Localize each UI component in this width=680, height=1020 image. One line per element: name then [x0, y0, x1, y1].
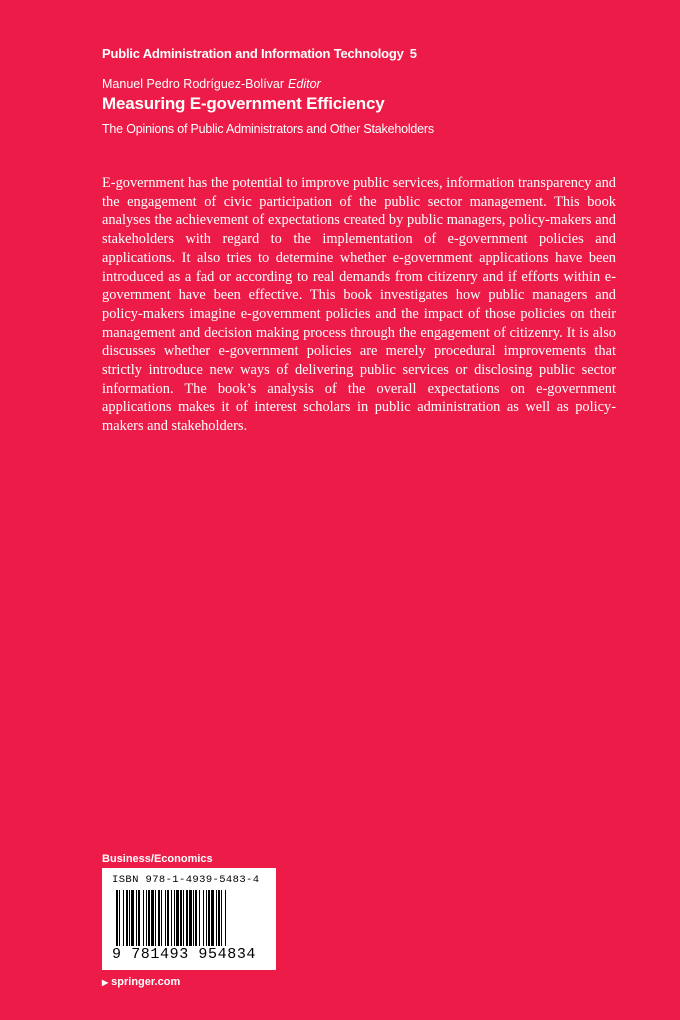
- barcode-bar: [180, 890, 182, 954]
- barcode-bar: [225, 890, 226, 954]
- barcode-bar: [126, 890, 128, 954]
- barcode-bar: [183, 890, 184, 954]
- book-description: E-government has the potential to improve public services, information transparency and the engagement of civic participation of the public sector management. This book analyses the achievement of expectations created by public managers, policy-makers and stakeholders with regard to the implementation of e-government policies and applications. It also tries to determine whether e-government applications have been introduced as a fad or according to real demands from citizenry and if efforts within e-government have been effective. This book investigates how public managers and policy-makers imagine e-government policies and the impact of those policies on their management and decision making process through the engagement of citizenry. It is also discusses whether e-government policies are merely procedural improvements that strictly introduce new ways of delivering public services or disclosing public sector information. The book’s analysis of the overall expectations on e-government applications makes it of interest scholars in public administration as well as policy-makers and stakeholders.: [102, 175, 616, 435]
- isbn-text: ISBN 978-1-4939-5483-4: [112, 874, 260, 886]
- barcode-bar: [171, 890, 172, 954]
- barcode-bar: [195, 890, 197, 954]
- barcode-bar: [116, 890, 118, 954]
- editor-role: Editor: [288, 77, 321, 91]
- barcode-bar: [158, 890, 160, 954]
- barcode-bar: [119, 890, 120, 954]
- barcode-bar: [161, 890, 162, 954]
- barcode-bar: [199, 890, 200, 954]
- barcode-bar: [174, 890, 175, 954]
- barcode-bar: [193, 890, 194, 954]
- book-subtitle: The Opinions of Public Administrators and Other Stakeholders: [102, 122, 434, 136]
- barcode-digits: 9 781493 954834: [112, 946, 257, 963]
- barcode-bar: [146, 890, 147, 954]
- editor-name: Manuel Pedro Rodríguez-Bolívar: [102, 77, 285, 91]
- barcode-bar: [221, 890, 222, 954]
- website-text: springer.com: [111, 976, 181, 988]
- barcode-bar: [143, 890, 144, 954]
- barcode-bar: [176, 890, 179, 954]
- barcode-bar: [218, 890, 220, 954]
- barcode-icon: [116, 890, 262, 954]
- barcode-bar: [216, 890, 217, 954]
- category-label: Business/Economics: [102, 853, 213, 865]
- barcode-bar: [206, 890, 207, 954]
- website-link[interactable]: [102, 976, 180, 988]
- book-title: Measuring E-government Efficiency: [102, 94, 385, 113]
- barcode-bar: [186, 890, 188, 954]
- barcode-bar: [151, 890, 154, 954]
- series-name: Public Administration and Information Technology: [102, 46, 404, 61]
- barcode-bar: [203, 890, 204, 954]
- barcode-bar: [189, 890, 192, 954]
- barcode-panel: [102, 868, 276, 970]
- barcode-bar: [208, 890, 210, 954]
- series-line: [102, 46, 417, 61]
- barcode-bar: [211, 890, 214, 954]
- barcode-bar: [136, 890, 137, 954]
- barcode-bar: [155, 890, 156, 954]
- barcode-bar: [131, 890, 134, 954]
- series-number: 5: [409, 46, 417, 61]
- barcode-bar: [148, 890, 150, 954]
- editor-line: [102, 77, 321, 91]
- barcode-bar: [165, 890, 166, 954]
- arrow-icon: ▶: [102, 978, 109, 987]
- barcode-bar: [138, 890, 140, 954]
- barcode-bar: [129, 890, 130, 954]
- barcode-bar: [123, 890, 124, 954]
- barcode-bar: [167, 890, 169, 954]
